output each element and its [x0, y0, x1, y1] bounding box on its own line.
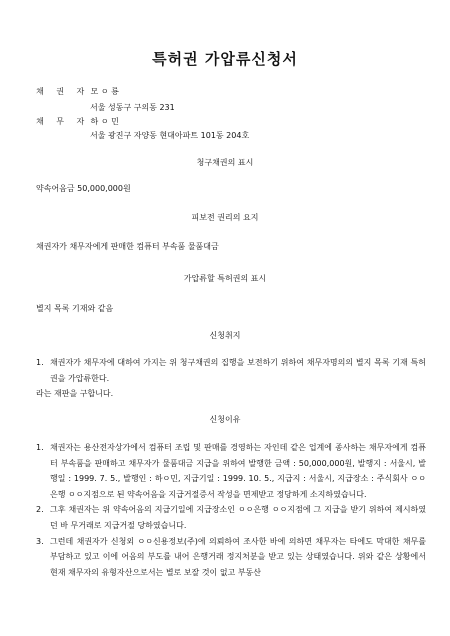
- item-number: 1.: [36, 443, 44, 452]
- item-number: 2.: [36, 505, 44, 515]
- claim-heading: 청구채권의 표시: [196, 158, 254, 167]
- creditor-address: 서울 성동구 구의동 231: [90, 103, 175, 112]
- patent-text: 별지 목록 기재와 같음: [36, 304, 114, 313]
- debtor-row: [36, 116, 119, 127]
- purpose-closing: 라는 재판을 구합니다.: [36, 389, 114, 399]
- document-title: 특허권 가압류신청서: [152, 50, 298, 68]
- item-text: 채권자가 채무자에 대하여 가지는 위 청구채권의 집행을 보전하기 위하여 채무자명의의 별지 목록 기재 특허권을 가압류한다.: [50, 358, 426, 383]
- reasons-list: [36, 440, 426, 580]
- debtor-name: 하 ㅇ 민: [90, 117, 119, 126]
- purpose-heading: 신청취지: [209, 331, 241, 340]
- item-number: 3.: [36, 536, 44, 546]
- reason-item: [36, 440, 426, 502]
- item-number: 1.: [36, 358, 44, 367]
- purpose-list: [36, 355, 426, 402]
- debtor-address: 서울 광진구 자양동 현대아파트 101동 204호: [90, 131, 250, 140]
- preserved-right-heading: 피보전 권리의 요지: [191, 213, 259, 222]
- debtor-role-label: 채 무 자: [36, 117, 90, 126]
- creditor-name: 모 ㅇ 룡: [90, 87, 119, 96]
- item-text: 그후 채권자는 위 약속어음의 지급기일에 지급장소인 ㅇㅇ은행 ㅇㅇ지점에 그 지급을 받기 위하여 제시하였던 바 무거래로 지급거절 당하였습니다.: [50, 505, 426, 530]
- reasons-heading: 신청이유: [209, 415, 241, 424]
- purpose-item: [36, 355, 426, 386]
- reason-item: [36, 534, 426, 581]
- item-text: 그런데 채권자가 신청외 ㅇㅇ신용정보(주)에 의뢰하여 조사한 바에 의하면 채무자는 타에도 막대한 채무를 부담하고 있고 이에 어음의 부도를 내어 은행거래 정지처분을 받고 있는 상태였습니다. 위와 같은 상황에서 현재 채무자의 유형자산으로서는 별로 보잘 것이 없고 부동산: [50, 536, 426, 577]
- preserved-right-text: 채권자가 채무자에게 판매한 컴퓨터 부속품 물품대금: [36, 242, 219, 251]
- creditor-row: [36, 86, 119, 97]
- item-text: 채권자는 용산전자상가에서 컴퓨터 조립 및 판매를 경영하는 자인데 같은 업계에 종사하는 채무자에게 컴퓨터 부속품을 판매하고 채무자가 물품대금 지급을 위하여 발행한 금액 : 50,000,000원, 발행지 : 서울시, 발행일 : 1999. 7. 5., 발행인 : 하ㅇ민, 지급기일 : 1999. 10. 5., 지급지 : 서울시, 지급장소 : 주식회사 ㅇㅇ은행 ㅇㅇ지점으로 된 약속어음을 지급거절증서 작성을 면제받고 정당하게 소지하였습니다.: [50, 443, 426, 499]
- reason-item: [36, 502, 426, 533]
- patent-heading: 가압류할 특허권의 표시: [183, 274, 267, 283]
- creditor-role-label: 채 권 자: [36, 87, 90, 96]
- claim-text: 약속어음금 50,000,000원: [36, 184, 131, 193]
